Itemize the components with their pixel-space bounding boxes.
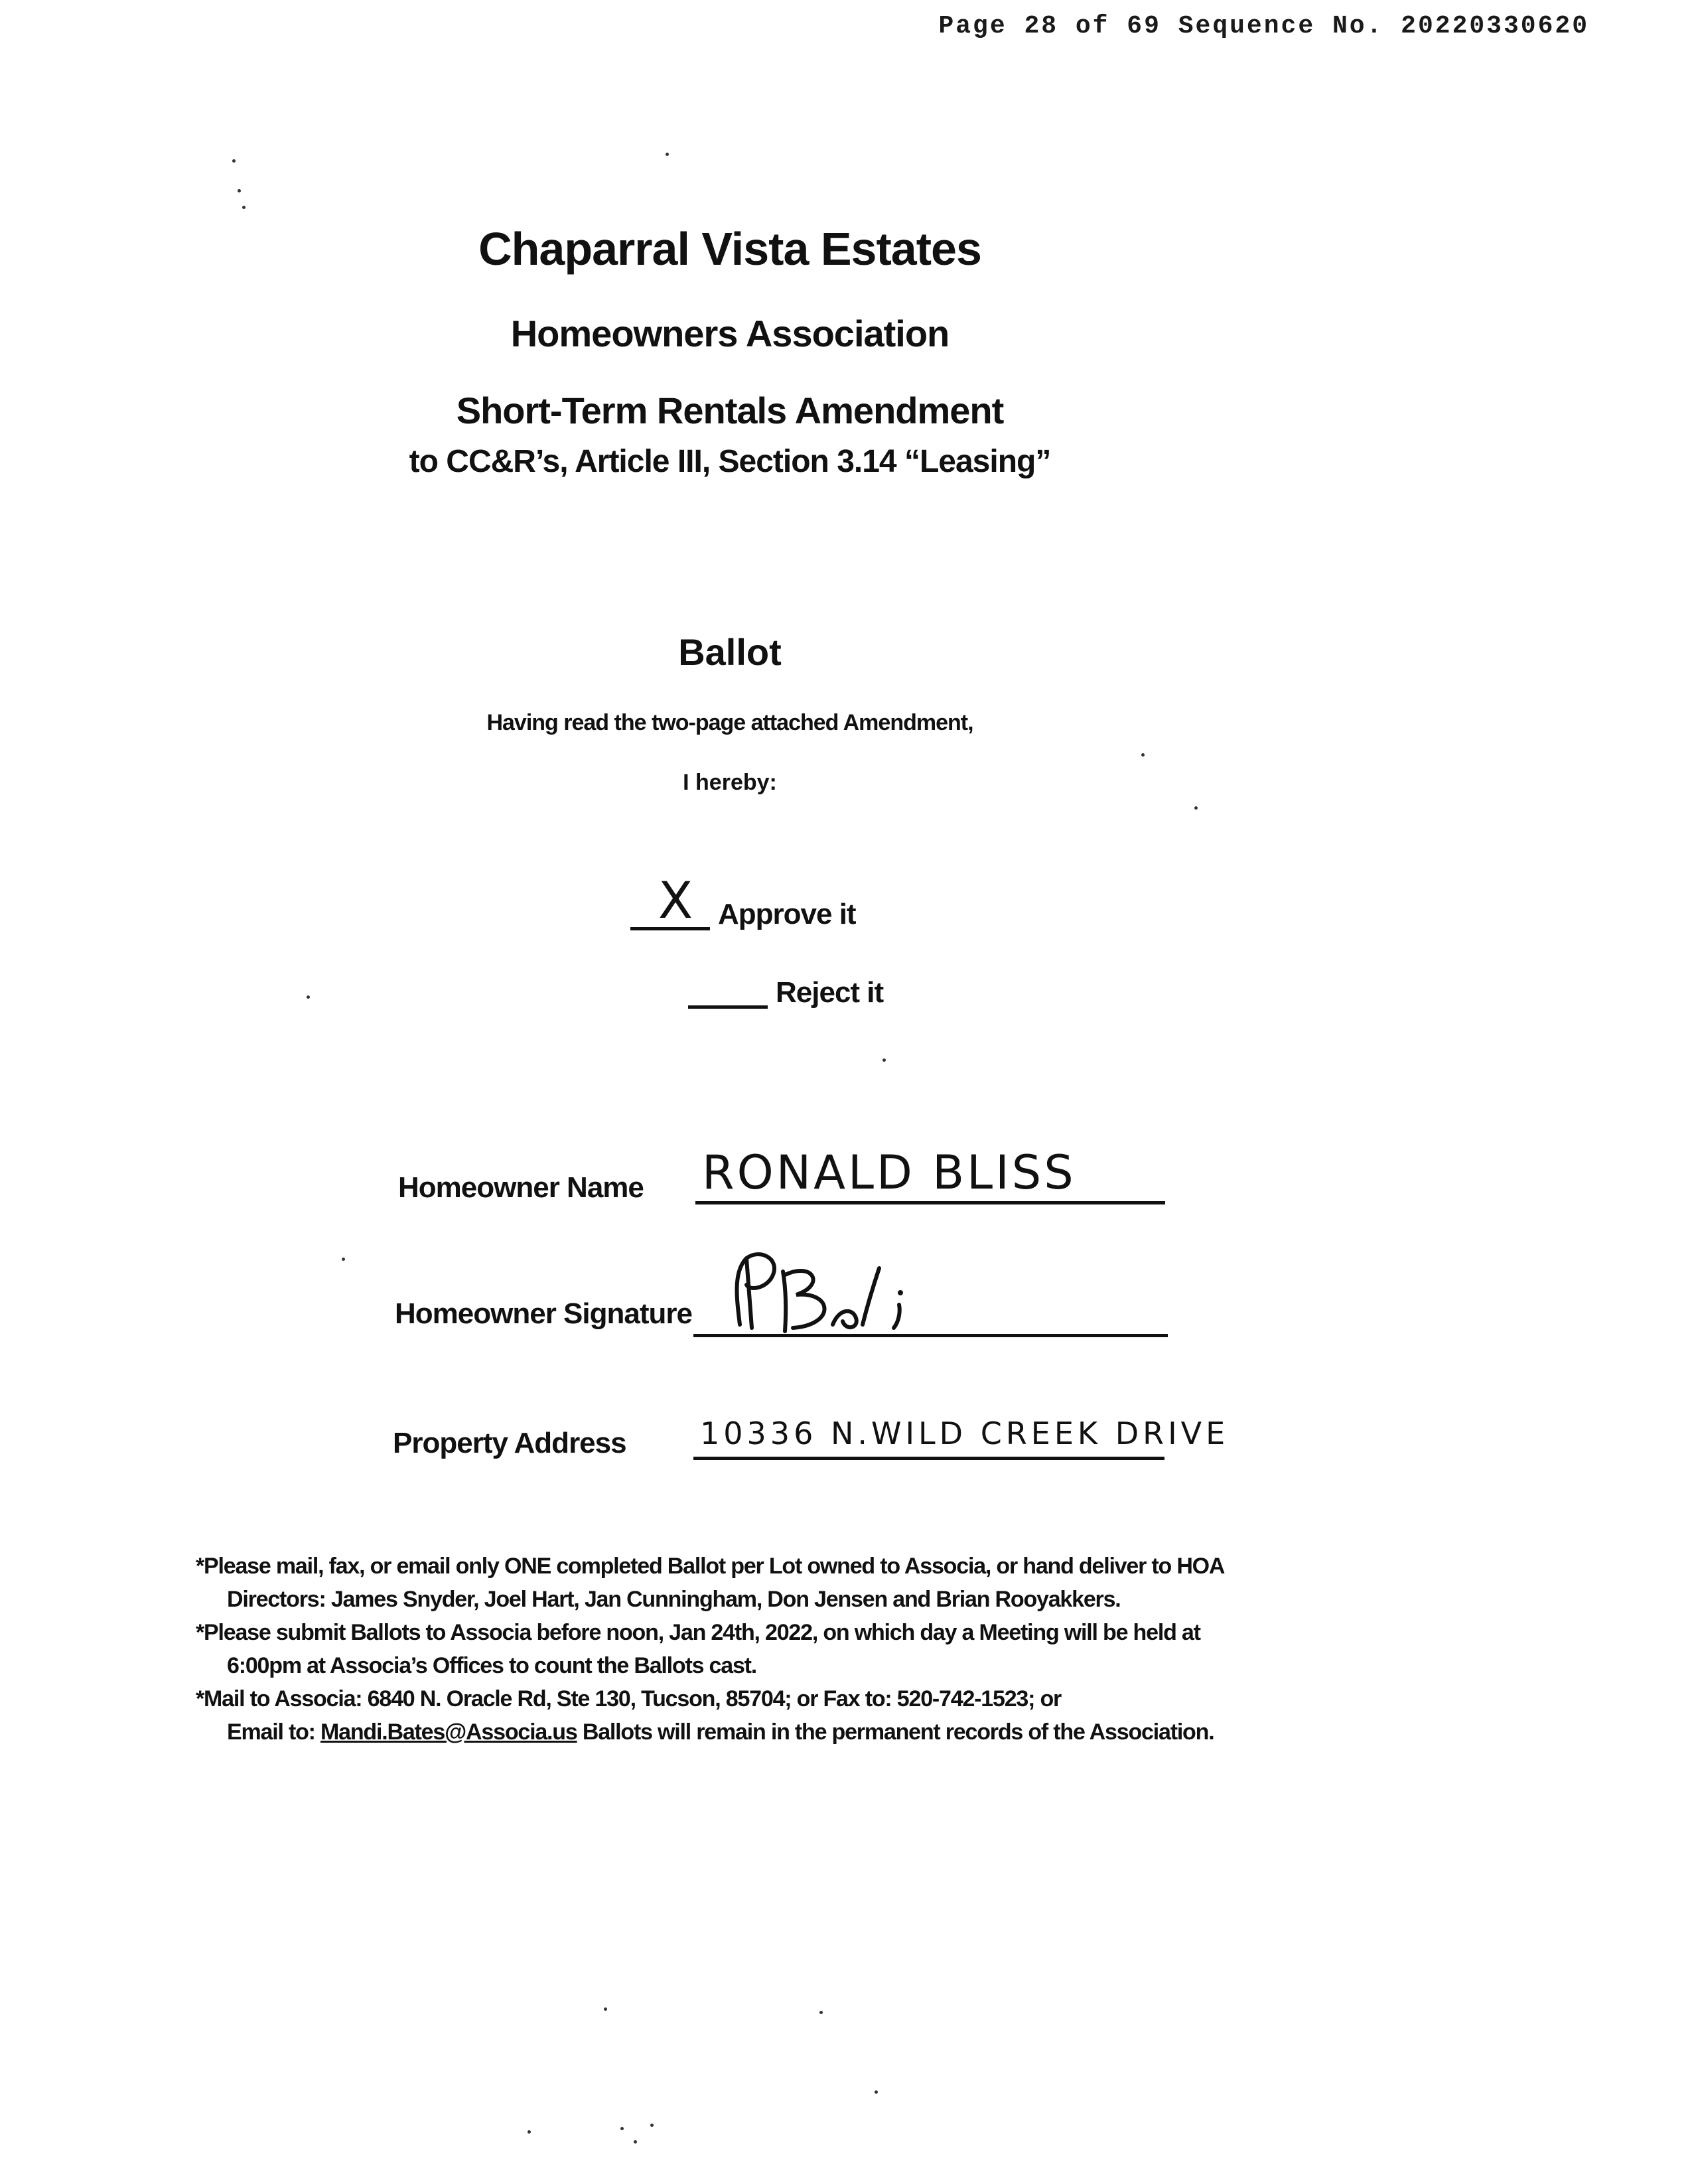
approve-label: Approve it bbox=[718, 898, 856, 930]
association-title: Chaparral Vista Estates bbox=[478, 223, 981, 275]
scan-speck bbox=[634, 2140, 637, 2144]
homeowner-name-field[interactable] bbox=[695, 1141, 1165, 1204]
property-address-field[interactable] bbox=[693, 1397, 1230, 1460]
ccr-reference: to CC&R’s, Article III, Section 3.14 “Leasing” bbox=[409, 444, 1051, 479]
email-suffix: Ballots will remain in the permanent records of the Association. bbox=[582, 1719, 1214, 1745]
scan-speck bbox=[1194, 806, 1198, 810]
scan-speck bbox=[242, 206, 246, 209]
scan-speck bbox=[528, 2130, 531, 2134]
association-subtitle: Homeowners Association bbox=[510, 313, 950, 354]
ballot-heading: Ballot bbox=[678, 631, 782, 673]
ballot-instruction: Having read the two-page attached Amendment, bbox=[486, 710, 973, 735]
scan-speck bbox=[604, 2007, 607, 2011]
property-address-label: Property Address bbox=[393, 1427, 626, 1459]
scan-speck bbox=[875, 2090, 878, 2094]
scan-speck bbox=[650, 2124, 654, 2127]
email-prefix: Email to: bbox=[227, 1719, 315, 1745]
ballot-notes bbox=[196, 1550, 1284, 1749]
reject-option[interactable] bbox=[688, 956, 883, 1009]
note-line bbox=[196, 1715, 1284, 1749]
scan-speck bbox=[342, 1258, 345, 1261]
scan-speck bbox=[232, 159, 236, 163]
scan-speck bbox=[666, 153, 669, 156]
scan-speck bbox=[1141, 753, 1145, 757]
ballot-hereby: I hereby: bbox=[683, 770, 777, 795]
scan-speck bbox=[307, 995, 310, 999]
note-line: *Please submit Ballots to Associa before noon, Jan 24th, 2022, on which day a Meeting will be held at bbox=[196, 1620, 1200, 1645]
note-line: *Please mail, fax, or email only ONE completed Ballot per Lot owned to Associa, or hand deliver to HOA bbox=[196, 1554, 1225, 1579]
scan-speck bbox=[819, 2011, 823, 2014]
email-link[interactable]: Mandi.Bates@Associa.us bbox=[320, 1719, 577, 1745]
homeowner-name-label: Homeowner Name bbox=[398, 1171, 644, 1204]
approve-option[interactable] bbox=[630, 871, 856, 930]
note-line: 6:00pm at Associa’s Offices to count the Ballots cast. bbox=[227, 1653, 757, 1678]
approve-blank[interactable] bbox=[630, 871, 710, 930]
reject-blank[interactable] bbox=[688, 959, 768, 1009]
homeowner-signature-label: Homeowner Signature bbox=[395, 1297, 692, 1330]
page-sequence-header: Page 28 of 69 Sequence No. 20220330620 bbox=[938, 12, 1589, 40]
scan-speck bbox=[238, 189, 241, 192]
property-address-value: 10336 N.WILD CREEK DRIVE bbox=[700, 1416, 1230, 1451]
note-line: *Mail to Associa: 6840 N. Oracle Rd, Ste 130, Tucson, 85704; or Fax to: 520-742-1523; or bbox=[196, 1686, 1062, 1711]
scan-speck bbox=[620, 2127, 624, 2130]
homeowner-signature-field[interactable] bbox=[693, 1241, 1168, 1337]
note-line: Directors: James Snyder, Joel Hart, Jan Cunningham, Don Jensen and Brian Rooyakkers. bbox=[227, 1587, 1121, 1612]
approve-mark: X bbox=[658, 871, 693, 930]
reject-label: Reject it bbox=[776, 976, 884, 1009]
amendment-title: Short-Term Rentals Amendment bbox=[456, 390, 1004, 431]
homeowner-name-value: RONALD BLISS bbox=[702, 1145, 1076, 1200]
scan-speck bbox=[882, 1058, 886, 1062]
handwritten-signature bbox=[720, 1245, 932, 1338]
